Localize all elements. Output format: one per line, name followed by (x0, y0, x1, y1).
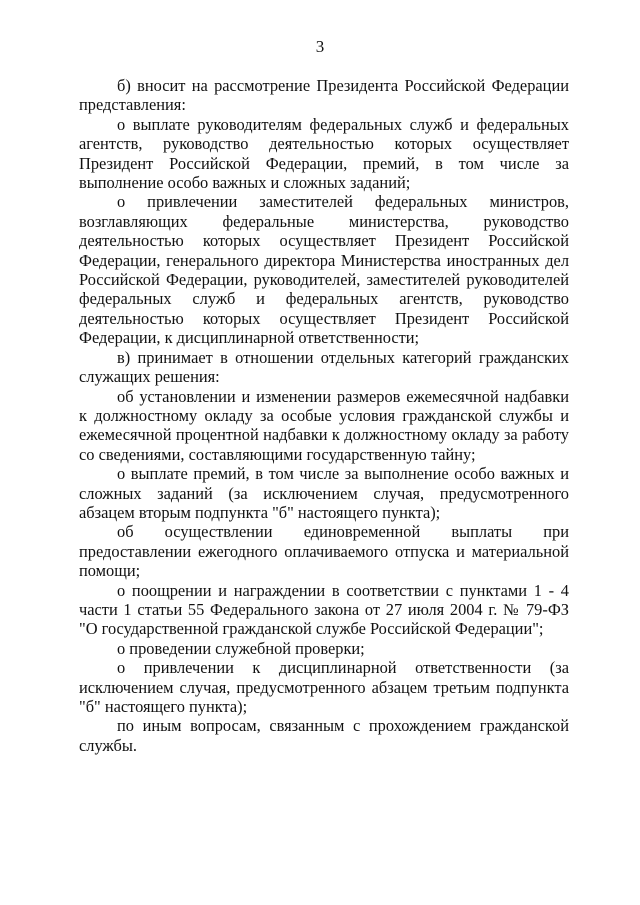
paragraph-lump-sum: об осуществлении единовременной выплаты при предоставлении ежегодного оплачиваемого отпуска и материальной помощи; (79, 522, 569, 581)
paragraph-item-v: в) принимает в отношении отдельных категорий гражданских служащих решения: (79, 347, 569, 387)
paragraph-disciplinary: о привлечении к дисциплинарной ответственности (за исключением случая, предусмотренного абзацем третьим подпункта "б" настоящего пункта); (79, 658, 569, 716)
paragraph-bonuses: о выплате премий, в том числе за выполнение особо важных и сложных заданий (за исключением случая, предусмотренного абзацем вторым подпункта "б" настоящего пункта); (79, 464, 569, 522)
page-number: 3 (315, 37, 325, 56)
document-body (79, 76, 569, 755)
paragraph-inspection: о проведении служебной проверки; (117, 638, 365, 658)
paragraph-item-b: б) вносит на рассмотрение Президента Российской Федерации представления: (79, 76, 569, 115)
paragraph-allowances: об установлении и изменении размеров ежемесячной надбавки к должностному окладу за особые условия гражданской службы и ежемесячной процентной надбавки к должностному окладу за работу со сведениями, составляющими государственную тайну; (79, 386, 569, 464)
paragraph-disciplinary-deputies: о привлечении заместителей федеральных министров, возглавляющих федеральные министерства, руководство деятельностью которых осуществляет Президент Российской Федерации, генерального директора Министерства иностранных дел Российской Федерации, руководителей, заместителей руководителей федеральных служб и федеральных агентств, руководство деятельностью которых осуществляет Президент Российской Федерации, к дисциплинарной ответственности; (79, 192, 569, 348)
paragraph-other-matters: по иным вопросам, связанным с прохождением гражданской службы. (79, 716, 569, 755)
paragraph-bonus-heads: о выплате руководителям федеральных служб и федеральных агентств, руководство деятельностью которых осуществляет Президент Российской Федерации, премий, в том числе за выполнение особо важных и сложных заданий; (79, 114, 569, 193)
paragraph-awards: о поощрении и награждении в соответствии с пунктами 1 - 4 части 1 статьи 55 Федерального закона от 27 июля 2004 г. № 79-ФЗ "О государственной гражданской службе Российской Федерации"; (79, 580, 569, 639)
